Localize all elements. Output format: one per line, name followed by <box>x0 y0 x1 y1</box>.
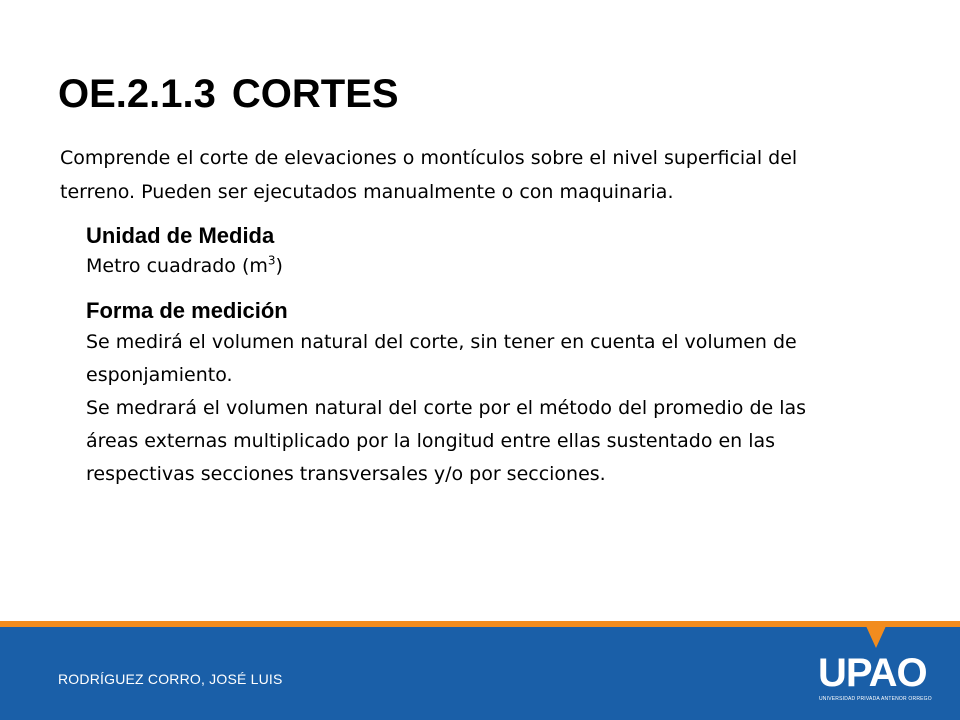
measure-heading: Forma de medición <box>86 298 288 323</box>
unit-value-prefix: Metro cuadrado (m <box>86 255 268 277</box>
measure-line: Se medrará el volumen natural del corte por el método del promedio de las <box>86 397 807 419</box>
footer-accent-notch <box>866 626 886 648</box>
unit-heading: Unidad de Medida <box>86 223 275 248</box>
measure-paragraph <box>86 326 936 491</box>
unit-section <box>86 221 936 281</box>
intro-line: Comprende el corte de elevaciones o montículos sobre el nivel superficial del <box>60 147 798 169</box>
unit-value <box>86 251 936 281</box>
slide-title <box>58 70 399 118</box>
upao-logo <box>818 651 938 707</box>
unit-superscript: 3 <box>267 253 276 268</box>
footer-accent-stripe <box>0 621 960 627</box>
footer-bar <box>0 621 960 720</box>
measure-line: respectivas secciones transversales y/o por secciones. <box>86 463 606 485</box>
title-text: CORTES <box>231 72 399 116</box>
intro-paragraph <box>60 141 920 209</box>
intro-line: terreno. Pueden ser ejecutados manualmente o con maquinaria. <box>60 181 674 203</box>
title-code: OE.2.1.3 <box>58 72 216 116</box>
measure-line: Se medirá el volumen natural del corte, sin tener en cuenta el volumen de <box>86 331 797 353</box>
logo-subtext: UNIVERSIDAD PRIVADA ANTENOR ORREGO <box>819 696 932 702</box>
measure-section <box>86 296 936 491</box>
measure-line: áreas externas multiplicado por la longitud entre ellas sustentado en las <box>86 430 776 452</box>
logo-wordmark: UPAO <box>818 651 927 695</box>
author-name: RODRÍGUEZ CORRO, JOSÉ LUIS <box>58 671 283 687</box>
unit-value-suffix: ) <box>275 255 283 277</box>
measure-line: esponjamiento. <box>86 364 233 386</box>
